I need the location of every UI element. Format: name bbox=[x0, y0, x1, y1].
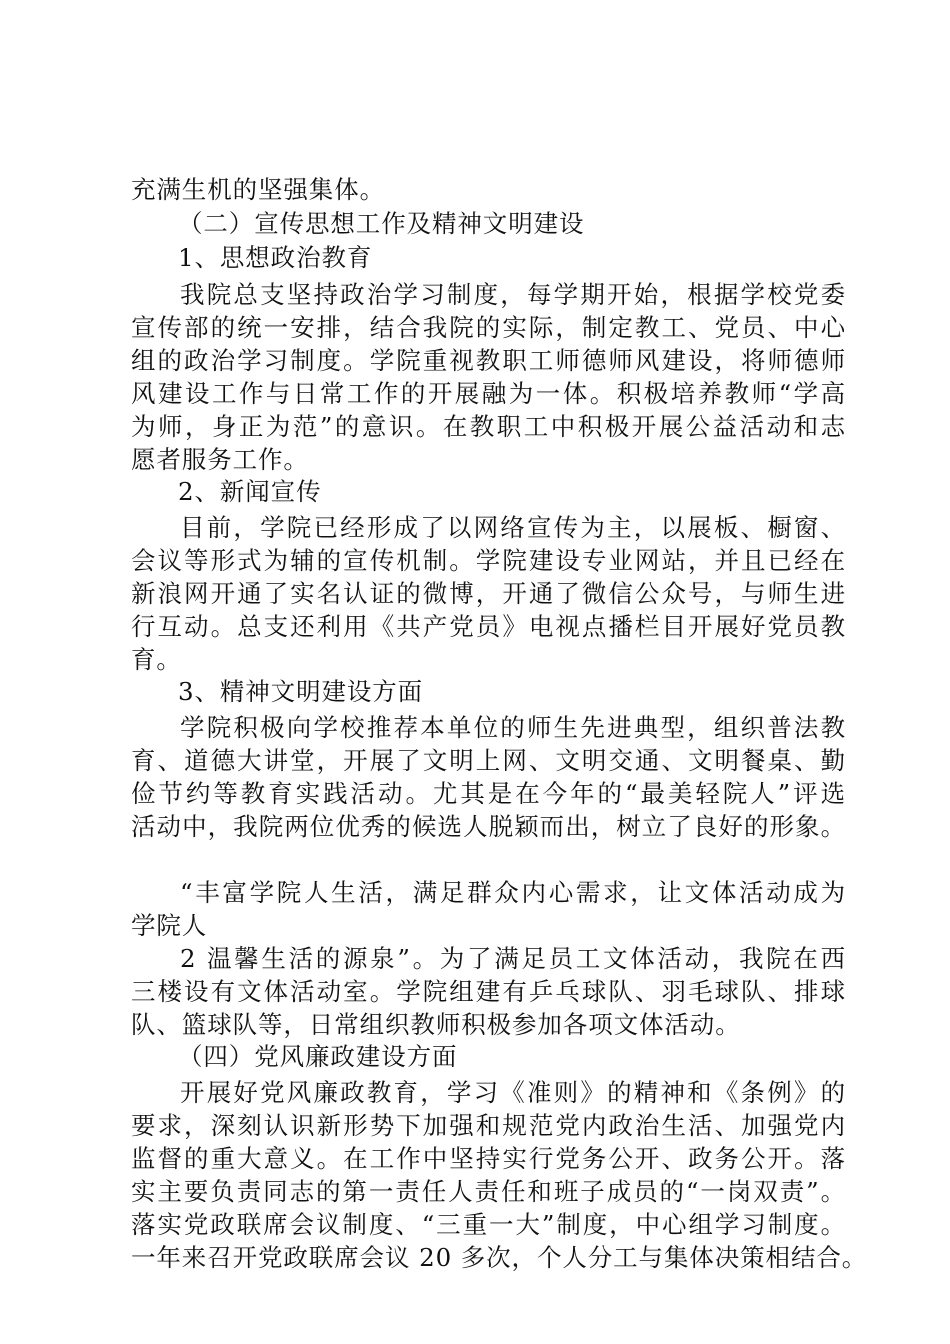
paragraph-line: 宣传部的统一安排，结合我院的实际，制定教工、党员、中心 bbox=[131, 313, 846, 342]
paragraph-line: 监督的重大意义。在工作中坚持实行党务公开、政务公开。落 bbox=[131, 1144, 846, 1173]
paragraph-line: 活动中，我院两位优秀的候选人脱颖而出，树立了良好的形象。 bbox=[131, 812, 846, 841]
paragraph-line: 行互动。总支还利用《共产党员》电视点播栏目开展好党员教 bbox=[131, 612, 846, 641]
paragraph-line: 充满生机的坚强集体。 bbox=[131, 175, 385, 204]
subsection-heading: 2、新闻宣传 bbox=[178, 477, 322, 506]
paragraph-line: 学院人 bbox=[131, 911, 208, 940]
paragraph-line: 为师，身正为范”的意识。在教职工中积极开展公益活动和志 bbox=[131, 412, 846, 441]
paragraph-line: 俭节约等教育实践活动。尤其是在今年的“最美轻院人”评选 bbox=[131, 779, 846, 808]
subsection-heading: 3、精神文明建设方面 bbox=[178, 677, 424, 706]
section-heading: （二）宣传思想工作及精神文明建设 bbox=[178, 209, 585, 238]
paragraph-line: 目前，学院已经形成了以网络宣传为主，以展板、橱窗、 bbox=[180, 513, 846, 542]
paragraph-line: 育、道德大讲堂，开展了文明上网、文明交通、文明餐桌、勤 bbox=[131, 746, 846, 775]
paragraph-line: 育。 bbox=[131, 645, 182, 674]
paragraph-line: 队、篮球队等，日常组织教师积极参加各项文体活动。 bbox=[131, 1010, 741, 1039]
paragraph-line: 要求，深刻认识新形势下加强和规范党内政治生活、加强党内 bbox=[131, 1111, 846, 1140]
paragraph-line: 三楼设有文体活动室。学院组建有乒乓球队、羽毛球队、排球 bbox=[131, 977, 846, 1006]
paragraph-line: 风建设工作与日常工作的开展融为一体。积极培养教师“学高 bbox=[131, 379, 846, 408]
paragraph-line: 新浪网开通了实名认证的微博，开通了微信公众号，与师生进 bbox=[131, 579, 846, 608]
paragraph-line: 一年来召开党政联席会议 20 多次，个人分工与集体决策相结合。 bbox=[131, 1243, 868, 1272]
paragraph-line: 我院总支坚持政治学习制度，每学期开始，根据学校党委 bbox=[180, 280, 846, 309]
paragraph-line: 实主要负责同志的第一责任人责任和班子成员的“一岗双责”。 bbox=[131, 1177, 846, 1206]
paragraph-line: 会议等形式为辅的宣传机制。学院建设专业网站，并且已经在 bbox=[131, 546, 846, 575]
paragraph-line: 落实党政联席会议制度、“三重一大”制度，中心组学习制度。 bbox=[131, 1210, 846, 1239]
paragraph-line: 2 温馨生活的源泉”。为了满足员工文体活动，我院在西 bbox=[180, 944, 846, 973]
paragraph-line: 学院积极向学校推荐本单位的师生先进典型，组织普法教 bbox=[180, 713, 846, 742]
subsection-heading: 1、思想政治教育 bbox=[178, 243, 373, 272]
paragraph-line: 愿者服务工作。 bbox=[131, 445, 309, 474]
paragraph-line: 开展好党风廉政教育，学习《准则》的精神和《条例》的 bbox=[180, 1078, 846, 1107]
paragraph-line: “丰富学院人生活，满足群众内心需求，让文体活动成为 bbox=[180, 878, 846, 907]
section-heading: （四）党风廉政建设方面 bbox=[178, 1042, 458, 1071]
paragraph-line: 组的政治学习制度。学院重视教职工师德师风建设，将师德师 bbox=[131, 346, 846, 375]
